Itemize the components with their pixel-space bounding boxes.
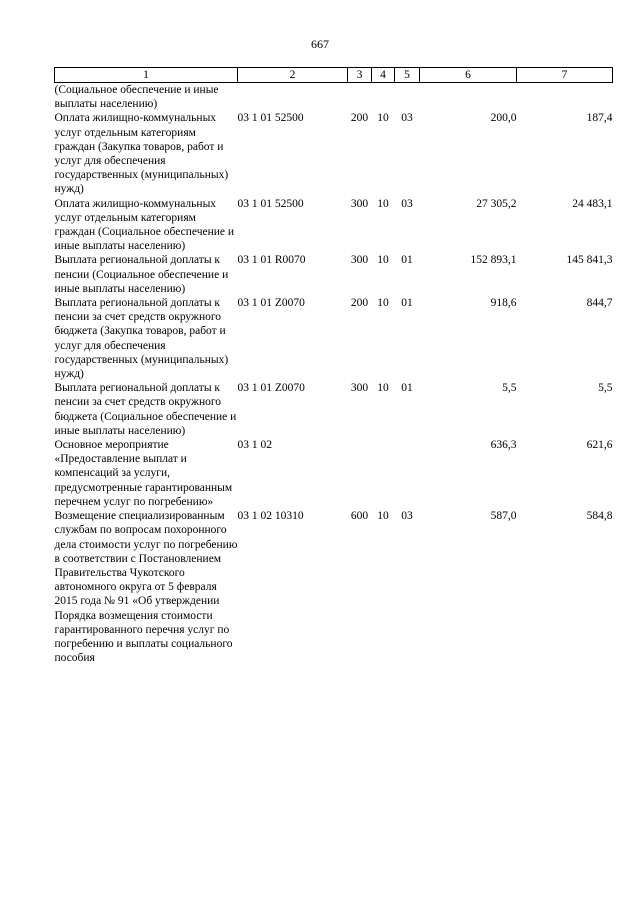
row-c3: 600: [350, 510, 369, 523]
row-name: Оплата жилищно-коммунальных услуг отдельным категориям граждан (Закупка товаров, работ и услуг для обеспечения государственных (муниципальных) нужд): [54, 112, 229, 196]
row-c3: 300: [350, 197, 369, 210]
row-c5: 01: [401, 382, 413, 395]
table-row: [55, 381, 613, 438]
row-c7: 187,4: [586, 112, 613, 125]
budget-table: [54, 67, 613, 665]
table-row: [55, 296, 613, 381]
row-c7: 844,7: [586, 297, 613, 310]
row-name: (Социальное обеспечение и иные выплаты населению): [54, 84, 219, 111]
row-c4: 10: [377, 382, 389, 395]
row-code: 03 1 01 Z0070: [237, 297, 305, 310]
column-header: 1: [55, 68, 238, 83]
column-header: 3: [348, 68, 372, 83]
row-name: Выплата региональной доплаты к пенсии (Социальное обеспечение и иные выплаты населению): [54, 254, 229, 295]
row-c6: [420, 83, 517, 112]
row-c5: 03: [401, 197, 413, 210]
row-code: 03 1 01 52500: [237, 197, 304, 210]
row-c4: 10: [377, 297, 389, 310]
row-c3: [348, 438, 372, 509]
row-name: Выплата региональной доплаты к пенсии за счет средств окружного бюджета (Закупка товаров, работ и услуг для обеспечения государственных (муниципальных) нужд): [54, 297, 229, 381]
table-row: [55, 509, 613, 665]
row-c7: 145 841,3: [566, 254, 613, 267]
row-c6: 27 305,2: [476, 197, 517, 210]
row-c6: 918,6: [490, 297, 517, 310]
column-header: 2: [238, 68, 348, 83]
column-header: 4: [372, 68, 395, 83]
row-code: 03 1 02: [237, 439, 272, 452]
row-c6: 5,5: [502, 382, 517, 395]
column-header: 5: [395, 68, 420, 83]
row-c5: 03: [401, 510, 413, 523]
row-c3: 300: [350, 382, 369, 395]
row-c4: 10: [377, 254, 389, 267]
row-c5: 01: [401, 254, 413, 267]
row-c5: 01: [401, 297, 413, 310]
row-c6: 152 893,1: [470, 254, 517, 267]
row-c5: 03: [401, 112, 413, 125]
row-code: 03 1 02 10310: [237, 510, 304, 523]
table-row: [55, 83, 613, 112]
row-c5: [395, 438, 420, 509]
column-header: 6: [420, 68, 517, 83]
row-c3: 200: [350, 297, 369, 310]
row-code: 03 1 01 Z0070: [237, 382, 305, 395]
row-code: 03 1 01 52500: [237, 112, 304, 125]
row-c4: [372, 438, 395, 509]
page-number: 667: [311, 37, 329, 51]
row-c5: [395, 83, 420, 112]
table-row: [55, 197, 613, 254]
row-c4: 10: [377, 112, 389, 125]
table-row: [55, 253, 613, 296]
row-c4: 10: [377, 197, 389, 210]
row-c6: 200,0: [490, 112, 517, 125]
row-c7: 24 483,1: [572, 197, 613, 210]
row-c6: 636,3: [490, 439, 517, 452]
row-code: [238, 83, 348, 112]
row-c7: 5,5: [598, 382, 613, 395]
table-row: [55, 438, 613, 509]
row-c6: 587,0: [490, 510, 517, 523]
row-name: Возмещение специализированным службам по вопросам похоронного дела стоимости услуг по погребению в соответствии с Постановлением Правительства Чукотского автономного округа от 5 февраля 2015 года № 91 «Об утверждении Порядка возмещения стоимости гарантированного перечня услуг по погребению и выплаты социального пособия: [54, 510, 238, 665]
row-c3: [348, 83, 372, 112]
row-c4: [372, 83, 395, 112]
column-header: 7: [517, 68, 613, 83]
table-row: [55, 111, 613, 196]
table-header-row: [55, 68, 613, 83]
row-c7: 621,6: [586, 439, 613, 452]
row-c3: 300: [350, 254, 369, 267]
row-name: Оплата жилищно-коммунальных услуг отдельным категориям граждан (Социальное обеспечение и иные выплаты населению): [54, 197, 235, 253]
row-code: 03 1 01 R0070: [237, 254, 306, 267]
row-name: Выплата региональной доплаты к пенсии за счет средств окружного бюджета (Социальное обеспечение и иные выплаты населению): [54, 382, 237, 437]
row-c4: 10: [377, 510, 389, 523]
row-name: Основное мероприятие «Предоставление выплат и компенсаций за услуги, предусмотренные гарантированным перечнем услуг по погребению»: [54, 439, 233, 508]
row-c3: 200: [350, 112, 369, 125]
row-c7: [517, 83, 613, 112]
row-c7: 584,8: [586, 510, 613, 523]
